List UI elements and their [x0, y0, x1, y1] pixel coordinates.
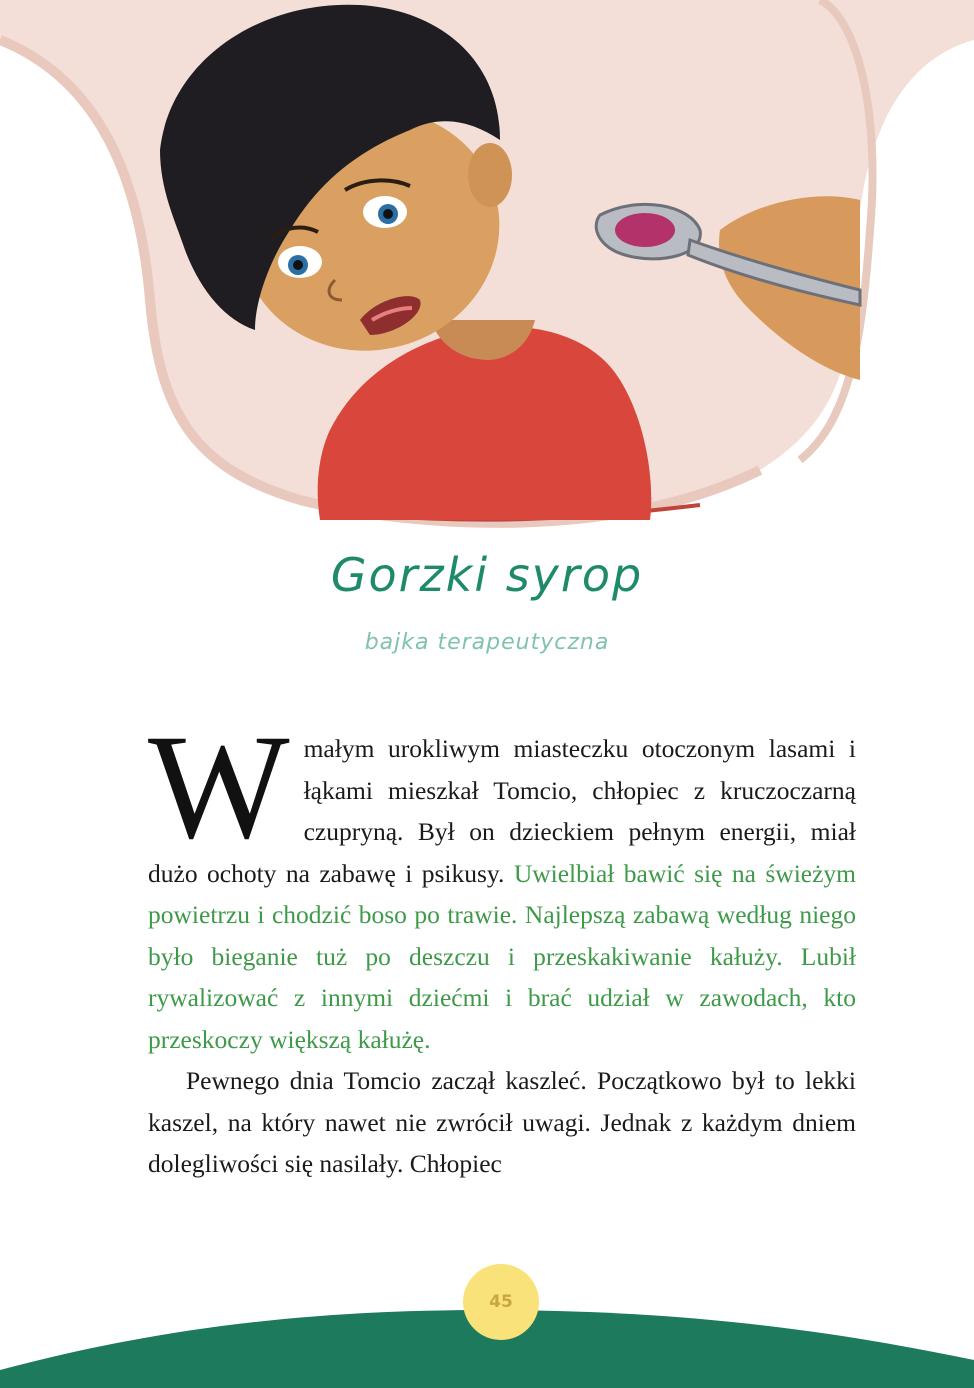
paragraph-1 [148, 704, 857, 1060]
paragraph-2: Pewnego dnia Tomcio zaczął kaszleć. Początkowo był to lekki kaszel, na który nawet nie zwrócił uwagi. Jednak z każdym dniem dolegliwości się nasilały. Chłopiec [148, 1066, 856, 1178]
story-subtitle: bajka terapeutyczna [364, 630, 610, 655]
story-illustration [0, 0, 974, 540]
page-number-badge: 45 [463, 1264, 539, 1340]
paragraph-1-highlighted-text: Uwielbiał bawić się na świeżym powietrzu i chodzić boso po trawie. Najlepszą zabawą według niego było bieganie tuż po deszczu i przeskakiwanie kałuży. Lubił rywalizować z innymi dziećmi i brać udział w zawodach, kto przeskoczy większą kałużę. [148, 858, 857, 1054]
story-title: Gorzki syrop [330, 548, 644, 602]
drop-cap: W [148, 704, 290, 870]
story-body [148, 704, 857, 1185]
paragraph-1-text: małym urokliwym miasteczku otoczonym lasami i łąkami mieszkał Tomcio, chłopiec z kruczoczarną czupryną. Był on dzieckiem pełnym energii, miał dużo ochoty na zabawę i psikusy. [148, 734, 856, 888]
